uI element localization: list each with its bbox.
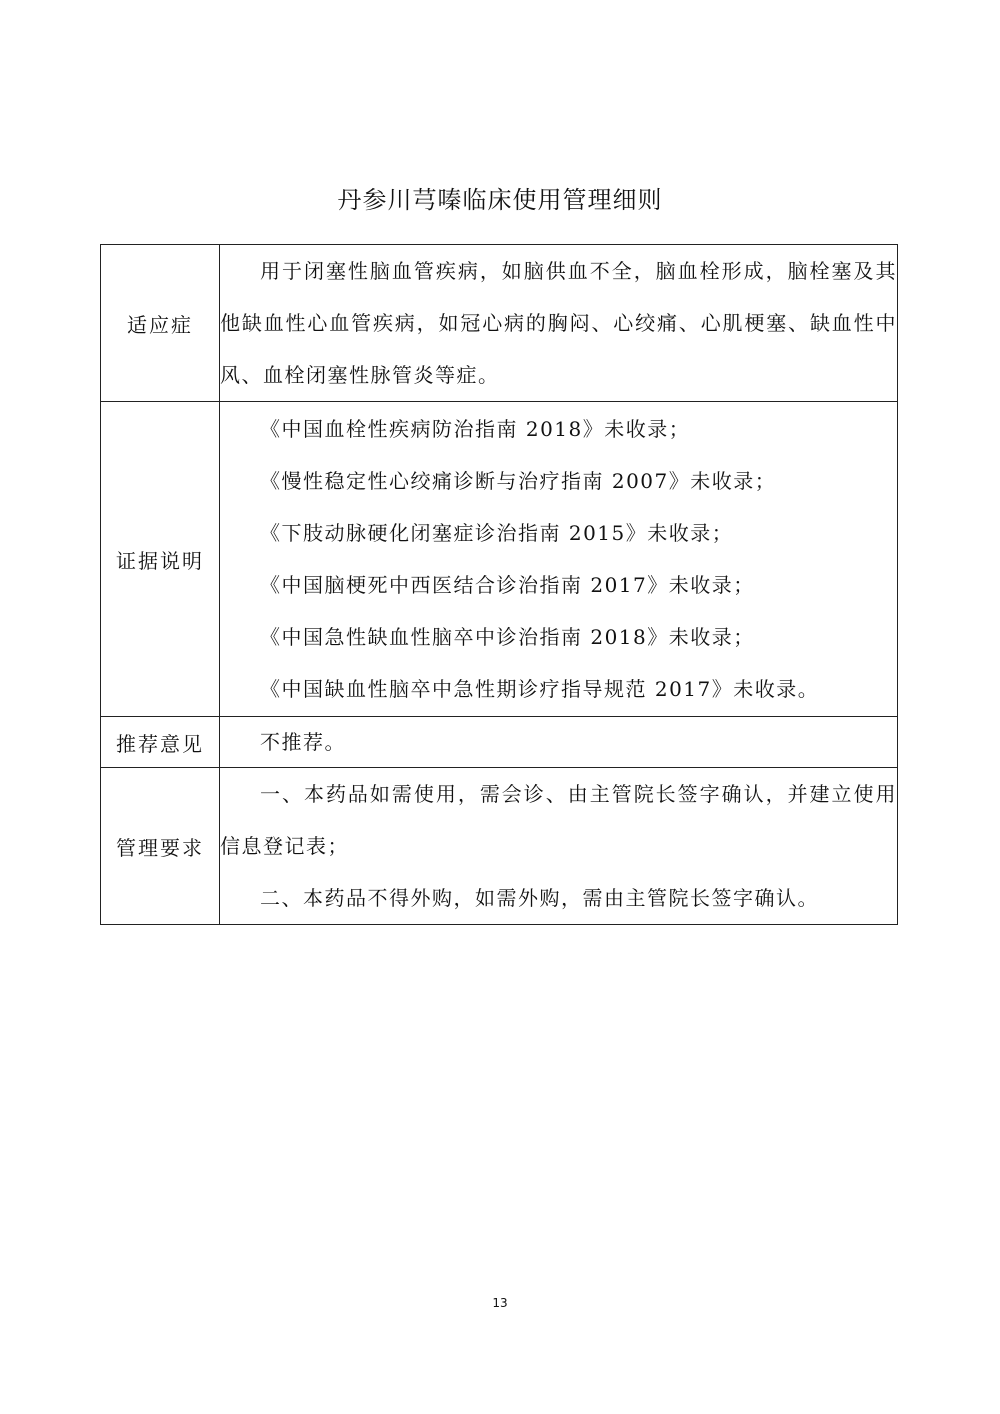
management-line: 一、本药品如需使用，需会诊、由主管院长签字确认，并建立使用信息登记表；	[220, 782, 897, 858]
evidence-line: 《中国急性缺血性脑卒中诊治指南 2018》未收录；	[260, 625, 755, 649]
row-content-recommendation	[220, 717, 898, 768]
row-label-evidence: 证据说明	[101, 402, 220, 717]
table-row-evidence	[101, 402, 898, 717]
indication-text: 用于闭塞性脑血管疾病，如脑供血不全，脑血栓形成，脑栓塞及其他缺血性心血管疾病，如冠心病的胸闷、心绞痛、心肌梗塞、缺血性中风、血栓闭塞性脉管炎等症。	[220, 259, 897, 387]
row-label-management: 管理要求	[101, 768, 220, 925]
evidence-line: 《下肢动脉硬化闭塞症诊治指南 2015》未收录；	[260, 521, 734, 545]
rules-table	[100, 244, 898, 925]
row-content-indication	[220, 245, 898, 402]
evidence-line: 《慢性稳定性心绞痛诊断与治疗指南 2007》未收录；	[260, 469, 777, 493]
row-content-management	[220, 768, 898, 925]
table-row-recommendation	[101, 717, 898, 768]
evidence-line: 《中国缺血性脑卒中急性期诊疗指导规范 2017》未收录。	[260, 677, 820, 701]
row-label-recommendation: 推荐意见	[101, 717, 220, 768]
table-row-indication	[101, 245, 898, 402]
evidence-line: 《中国脑梗死中西医结合诊治指南 2017》未收录；	[260, 573, 755, 597]
row-label-indication: 适应症	[101, 245, 220, 402]
row-content-evidence	[220, 402, 898, 717]
evidence-line: 《中国血栓性疾病防治指南 2018》未收录；	[260, 417, 691, 441]
page-title: 丹参川芎嗪临床使用管理细则	[337, 186, 663, 214]
table-row-management	[101, 768, 898, 925]
page-number: 13	[492, 1296, 508, 1310]
recommendation-text: 不推荐。	[260, 730, 346, 754]
management-line: 二、本药品不得外购，如需外购，需由主管院长签字确认。	[260, 886, 819, 910]
